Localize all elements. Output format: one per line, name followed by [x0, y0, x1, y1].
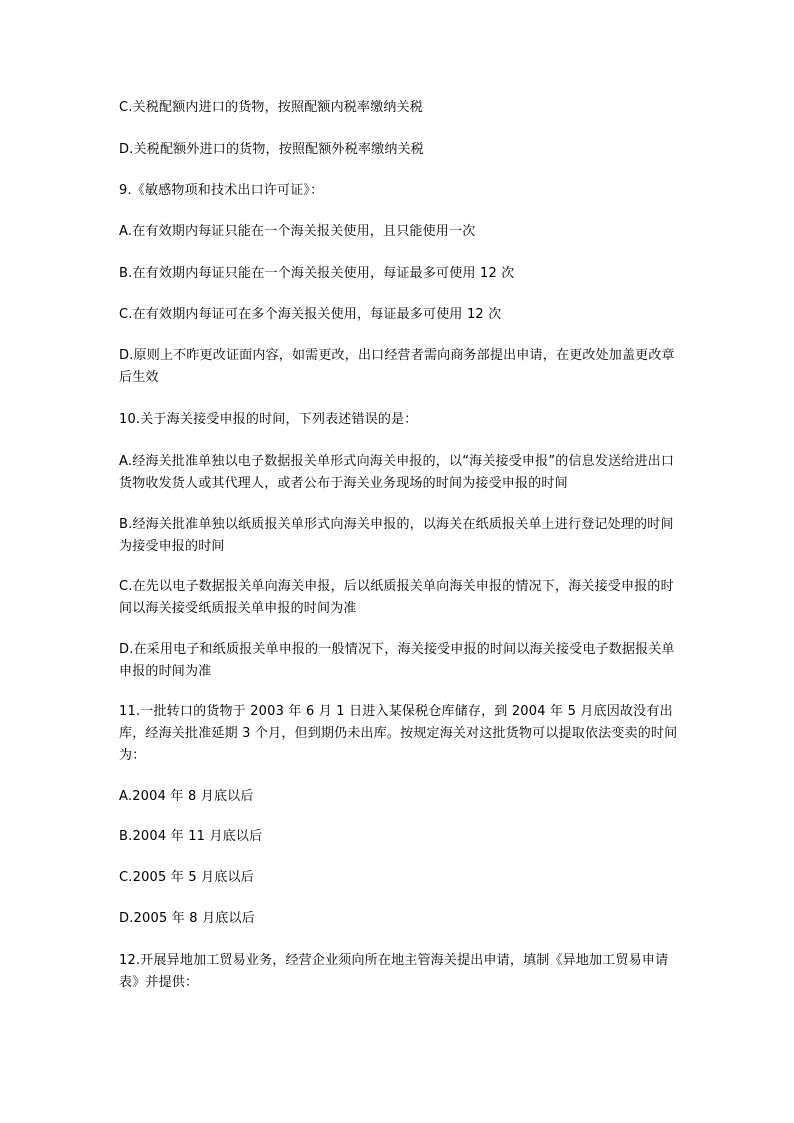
question-9: 9.《敏感物项和技术出口许可证》：	[119, 183, 324, 198]
option-a-q10: A.经海关批准单独以电子数据报关单形式向海关申报的，以“海关接受申报”的信息发送给进出口货物收发货人或其代理人，或者公布于海关业务现场的时间为接受申报的时间	[119, 454, 675, 491]
option-d-q8: D.关税配额外进口的货物，按照配额外税率缴纳关税	[119, 142, 424, 157]
option-c-q8: C.关税配额内进口的货物，按照配额内税率缴纳关税	[119, 100, 424, 115]
question-11: 11.一批转口的货物于 2003 年 6 月 1 日进入某保税仓库储存，到 2004 年 5 月底因故没有出库，经海关批准延期 3 个月，但到期仍未出库。按规定海关对这批货物可以提取依法变卖的时间为：	[119, 704, 678, 763]
option-d-q9: D.原则上不昨更改证面内容，如需更改，出口经营者需向商务部提出申请，在更改处加盖更改章后生效	[119, 348, 675, 385]
option-d-q10: D.在采用电子和纸质报关单申报的一般情况下，海关接受申报的时间以海关接受电子数据报关单申报的时间为准	[119, 642, 675, 679]
option-c-q10: C.在先以电子数据报关单向海关申报，后以纸质报关单向海关申报的情况下，海关接受申报的时间以海关接受纸质报关单申报的时间为准	[119, 579, 674, 616]
question-12: 12.开展异地加工贸易业务，经营企业须向所在地主管海关提出申请，填制《异地加工贸易申请表》并提供：	[119, 953, 669, 990]
option-a-q11: A.2004 年 8 月底以后	[119, 789, 254, 804]
option-c-q9: C.在有效期内每证可在多个海关报关使用，每证最多可使用 12 次	[119, 307, 502, 322]
option-a-q9: A.在有效期内每证只能在一个海关报关使用，且只能使用一次	[119, 224, 476, 239]
option-b-q11: B.2004 年 11 月底以后	[119, 829, 263, 844]
question-10: 10.关于海关接受申报的时间，下列表述错误的是：	[119, 412, 418, 427]
option-d-q11: D.2005 年 8 月底以后	[119, 911, 255, 926]
option-b-q10: B.经海关批准单独以纸质报关单形式向海关申报的，以海关在纸质报关单上进行登记处理的时间为接受申报的时间	[119, 517, 674, 554]
option-b-q9: B.在有效期内每证只能在一个海关报关使用，每证最多可使用 12 次	[119, 266, 515, 281]
option-c-q11: C.2005 年 5 月底以后	[119, 870, 254, 885]
